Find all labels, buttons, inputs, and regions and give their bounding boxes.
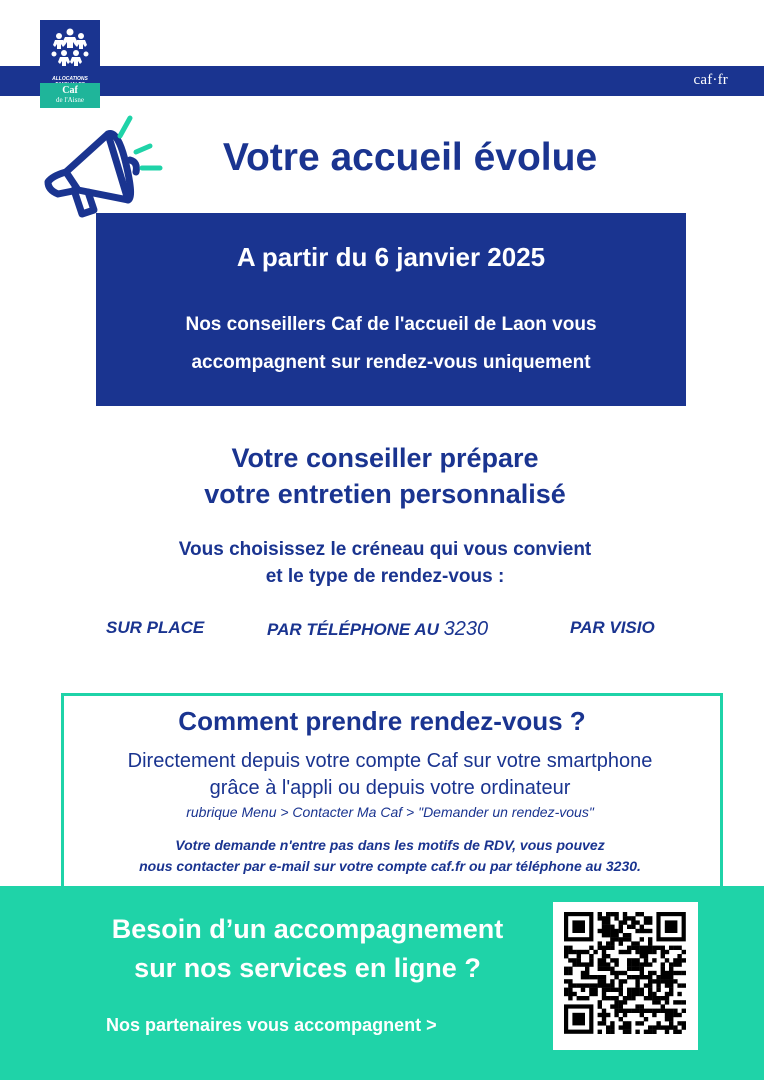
announcement-box	[96, 213, 686, 406]
appointment-note-1: Votre demande n'entre pas dans les motifs de RDV, vous pouvez	[175, 837, 605, 853]
option-phone	[267, 618, 488, 641]
option-phone-label: PAR TÉLÉPHONE AU	[267, 620, 439, 639]
site-link[interactable]: caf·fr	[693, 72, 728, 88]
appointment-text-2: grâce à l'appli ou depuis votre ordinateur	[209, 777, 571, 799]
appointment-title: Comment prendre rendez-vous ?	[178, 706, 586, 736]
announcement-line-2: accompagnent sur rendez-vous uniquement	[191, 352, 591, 373]
logo-caf: Caf	[62, 85, 78, 96]
announcement-line-1: Nos conseillers Caf de l'accueil de Laon vous	[185, 314, 597, 335]
choose-line-2: et le type de rendez-vous :	[265, 566, 505, 587]
logo-department: de l'Aisne	[56, 96, 84, 104]
subtitle-line-2: votre entretien personnalisé	[204, 479, 566, 509]
option-phone-number: 3230	[443, 618, 489, 640]
support-title-2: sur nos services en ligne ?	[134, 953, 481, 983]
qr-code[interactable]	[553, 902, 698, 1050]
family-figures-icon	[48, 26, 92, 74]
logo-line1: ALLOCATIONS	[52, 76, 88, 82]
option-visio: PAR VISIO	[570, 618, 655, 637]
caf-logo	[40, 20, 100, 108]
page-title: Votre accueil évolue	[222, 136, 598, 179]
appointment-text-1: Directement depuis votre compte Caf sur votre smartphone	[127, 750, 653, 772]
partners-link[interactable]: Nos partenaires vous accompagnent >	[106, 1015, 437, 1035]
qr-code-image	[553, 902, 698, 1050]
logo-footer	[40, 83, 100, 108]
subtitle-line-1: Votre conseiller prépare	[231, 443, 539, 473]
announcement-date: A partir du 6 janvier 2025	[236, 242, 546, 272]
support-title-1: Besoin d’un accompagnement	[111, 914, 504, 944]
megaphone-icon	[38, 110, 168, 225]
appointment-note-2: nous contacter par e-mail sur votre compte caf.fr ou par téléphone au 3230.	[139, 858, 641, 874]
top-banner	[0, 66, 764, 96]
choose-line-1: Vous choisissez le créneau qui vous convient	[178, 539, 592, 560]
option-on-site: SUR PLACE	[106, 618, 205, 637]
appointment-menu-path: rubrique Menu > Contacter Ma Caf > "Demander un rendez-vous"	[186, 804, 594, 820]
